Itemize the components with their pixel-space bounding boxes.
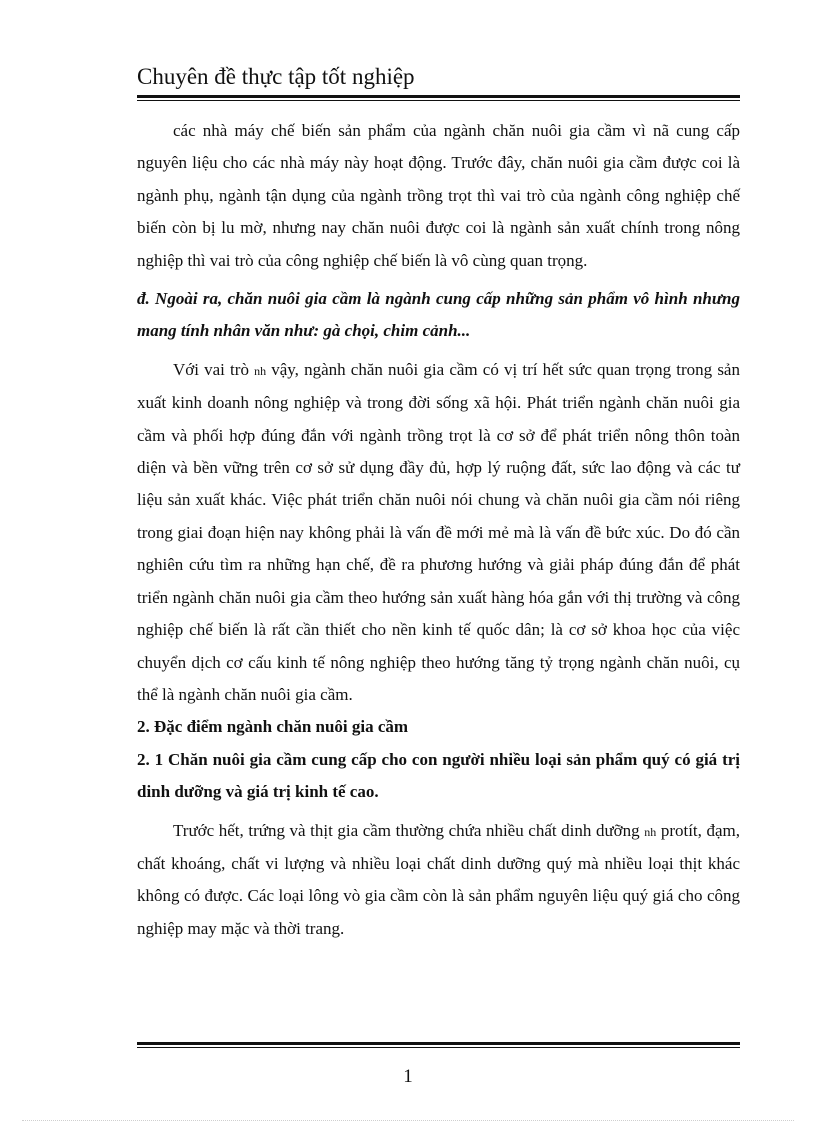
paragraph-role-of-poultry [137,354,740,711]
header-double-rule [137,95,740,101]
paragraph-text: protít, đạm, chất khoáng, chất vi lượng và nhiều loại chất dinh dưỡng quý mà nhiều loại thịt khác không có được. Các loại lông vò gia cầm còn là sản phẩm nguyên liệu quý giá cho công nghiệp may mặc và thời trang. [137,820,740,938]
section-heading-2-1: 2. 1 Chăn nuôi gia cầm cung cấp cho con người nhiều loại sản phẩm quý có giá trị dinh dưỡng và giá trị kinh tế cao. [137,749,740,802]
page-header-title: Chuyên đề thực tập tốt nghiệp [137,64,415,89]
page-break-dotted-line [22,1120,794,1121]
footer-double-rule [137,1042,740,1048]
paragraph-processing-industry: các nhà máy chế biến sản phẩm của ngành chăn nuôi gia cầm vì nã cung cấp nguyên liệu cho các nhà máy này hoạt động. Trước đây, chăn nuôi gia cầm được coi là ngành phụ, ngành tận dụng của ngành trồng trọt thì vai trò của ngành công nghiệp chế biến còn bị lu mờ, nhưng nay chăn nuôi được coi là ngành sản xuất chính trong nông nghiệp thì vai trò của công nghiệp chế biến là vô cùng quan trọng. [137,121,740,270]
document-body [137,115,740,945]
paragraph-item-d-heading: đ. Ngoài ra, chăn nuôi gia cầm là ngành cung cấp những sản phẩm vô hình nhưng mang tính nhân văn như: gà chọi, chim cảnh... [137,289,740,341]
section-heading-2: 2. Đặc điểm ngành chăn nuôi gia cầm [137,717,409,737]
paragraph-text: Trước hết, trứng và thịt gia cầm thường chứa nhiều chất dinh dưỡng [173,820,645,840]
paragraph-nutrition [137,815,740,946]
page-number: 1 [403,1066,413,1087]
paragraph-text: Với vai trò [173,359,255,379]
paragraph-superscript-fragment: nh [254,363,267,378]
paragraph-text: vậy, ngành chăn nuôi gia cầm có vị trí hết sức quan trọng trong sản xuất kinh doanh nông nghiệp và trong đời sống xã hội. Phát triển ngành chăn nuôi gia cầm và phối hợp đúng đắn với ngành trồng trọt là cơ sở để phát triển nông thôn toàn diện và bền vững trên cơ sở sử dụng đầy đủ, hợp lý ruộng đất, sức lao động và các tư liệu sản xuất khác. Việc phát triển chăn nuôi nói chung và chăn nuôi gia cầm nói riêng trong giai đoạn hiện nay không phải là vấn đề mới mẻ mà là vấn đề bức xúc. Do đó cần nghiên cứu tìm ra những hạn chế, đề ra phương hướng và giải pháp đúng đắn để phát triển ngành chăn nuôi gia cầm theo hướng sản xuất hàng hóa gắn với thị trường và công nghiệp chế biến là rất cần thiết cho nền kinh tế quốc dân; là cơ sở khoa học của việc chuyển dịch cơ cấu kinh tế nông nghiệp theo hướng tăng tỷ trọng ngành chăn nuôi, cụ thể là ngành chăn nuôi gia cầm. [137,359,740,704]
paragraph-superscript-fragment: nh [644,824,657,839]
